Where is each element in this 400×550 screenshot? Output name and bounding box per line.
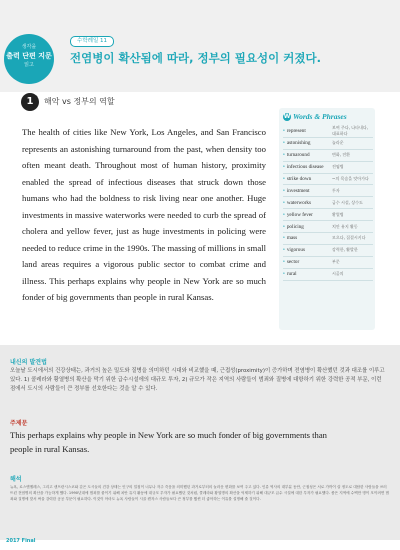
bullet-icon: • bbox=[283, 247, 285, 254]
interpretation-label: 내신의 발견법 bbox=[10, 359, 47, 366]
vocab-term bbox=[283, 140, 332, 146]
vocab-row bbox=[283, 257, 373, 269]
vocab-meaning: 모으다, 집결시키다 bbox=[332, 235, 366, 241]
vocab-meaning: 치안 유지 활동 bbox=[332, 223, 358, 229]
bullet-icon: • bbox=[283, 187, 285, 194]
vocab-term bbox=[283, 259, 332, 265]
vocab-row bbox=[283, 269, 373, 281]
words-icon: W bbox=[283, 113, 291, 121]
vocab-meaning: 황열병 bbox=[332, 211, 344, 217]
vocab-row bbox=[283, 162, 373, 174]
section-number: 1 bbox=[21, 93, 39, 111]
vocab-term bbox=[283, 152, 332, 158]
bullet-icon: • bbox=[283, 164, 285, 171]
vocab-term bbox=[283, 224, 332, 230]
vocab-term bbox=[283, 271, 332, 277]
vocab-term-text: mass bbox=[286, 235, 298, 242]
vocab-meaning: 전염병 bbox=[332, 164, 344, 170]
vocab-term-text: investment bbox=[286, 187, 310, 194]
vocab-meaning: 급수 시설, 상수도 bbox=[332, 199, 363, 205]
vocab-term bbox=[283, 164, 332, 170]
vocab-term bbox=[283, 176, 332, 182]
bullet-icon: • bbox=[283, 140, 285, 147]
vocab-meaning: 보여 주다, 나타내다, 대표하다 bbox=[332, 125, 368, 137]
vocab-row bbox=[283, 126, 373, 138]
vocab-term bbox=[283, 200, 332, 206]
vocab-term-text: sector bbox=[286, 259, 300, 266]
vocab-term-text: astonishing bbox=[286, 140, 311, 147]
vocab-row bbox=[283, 221, 373, 233]
bullet-icon: • bbox=[283, 199, 285, 206]
bullet-icon: • bbox=[283, 223, 285, 230]
vocab-row bbox=[283, 174, 373, 186]
translation-label: 해석 bbox=[10, 476, 22, 483]
bullet-icon: • bbox=[283, 271, 285, 278]
vocab-term-text: waterworks bbox=[286, 199, 312, 206]
topic-label: 주제문 bbox=[10, 420, 28, 427]
vocab-term-text: policing bbox=[286, 223, 304, 230]
vocab-row bbox=[283, 150, 373, 162]
vocab-term bbox=[283, 128, 332, 134]
header-band bbox=[0, 0, 400, 92]
vocab-term bbox=[283, 188, 332, 194]
vocab-meaning: 변화, 전환 bbox=[332, 152, 350, 158]
footer-label: 2017 Final bbox=[6, 538, 36, 544]
page-title: 전염병이 확산됨에 따라, 정부의 필요성이 커졌다. bbox=[70, 51, 321, 65]
vocab-term-text: infectious disease bbox=[286, 164, 324, 171]
topic-sentence: This perhaps explains why people in New York are so much fonder of big governments than people in rural Kansas. bbox=[10, 430, 327, 454]
vocab-term-text: represent bbox=[286, 128, 306, 135]
vocab-row bbox=[283, 197, 373, 209]
vocab-row bbox=[283, 245, 373, 257]
bullet-icon: • bbox=[283, 211, 285, 218]
bullet-icon: • bbox=[283, 176, 285, 182]
badge-main-label: 출력 단편 지문 bbox=[6, 52, 52, 60]
vocab-row bbox=[283, 209, 373, 221]
words-heading-label: Words & Phrases bbox=[293, 112, 347, 121]
vocab-term bbox=[283, 212, 332, 218]
translation-text: 뉴욕, 로스앤젤레스, 그리고 샌프란시스코와 같은 도시들의 건강 상태는 인구의 밀집이 너무나 자주 죽음을 의미했던 과거로부터의 놀라운 변화를 보여 주고 있다. 인류 역사의 대부분 동안, 근접성은 서로 가까이 살 정도로 대담한 사람들을 쓰러뜨린 전염병의 확산을 가능하게 했다. 1990년대에 범죄를 줄이기 위해 치안 유지 활동에 대규모 투자가 필요했던 것처럼, 콜레라와 황열병의 확산을 억제하기 위해 대규모 급수 시설에 대한 투자가 필요했다. 좁은 지역에 수백만 명이 모이려면 범죄와 질병에 맞서 싸울 강력한 공공 부문이 필요하다. 이것이 아마도 뉴욕 사람들이 시골 캔자스 사람들보다 큰 정부를 훨씬 더 좋아하는 이유를 설명해 줄 것이다. bbox=[10, 485, 389, 501]
vocab-meaning: 강력한, 활발한 bbox=[332, 247, 358, 253]
vocab-term-text: turnaround bbox=[286, 152, 310, 159]
words-heading bbox=[283, 112, 347, 121]
vocab-meaning: 놀라운 bbox=[332, 140, 344, 146]
vocab-meaning: ~의 목숨을 앗아가다 bbox=[332, 176, 369, 181]
vocab-term-text: rural bbox=[286, 271, 297, 278]
bullet-icon: • bbox=[283, 259, 285, 266]
vocab-term bbox=[283, 235, 332, 241]
section-number-suffix: st bbox=[33, 95, 38, 101]
vocab-term-text: vigorous bbox=[286, 247, 305, 254]
vocab-term-text: strike down bbox=[286, 176, 312, 182]
vocab-meaning: 투자 bbox=[332, 187, 340, 193]
reading-passage: The health of cities like New York, Los Angeles, and San Francisco represents an astonishing turnaround from the past, when density too often meant death. Throughout most of human history, proximity enabled the spread of infectious diseases that struck down those humans who had the boldness to risk living near one another. Huge investments in massive waterworks were needed to curb the spread of cholera and yellow fever, just as huge investments in policing were needed to reduce crime in the 1990s. The massing of millions in small land areas requires a vigorous public sector to combat crime and illness. This perhaps explains why people in New York are so much fonder of big governments than people in rural Kansas. bbox=[22, 127, 266, 302]
bullet-icon: • bbox=[283, 235, 285, 242]
vocab-meaning: 부문 bbox=[332, 259, 340, 265]
bullet-icon: • bbox=[283, 152, 285, 159]
category-pill: 수학례일 11 bbox=[70, 36, 114, 47]
bullet-icon: • bbox=[283, 128, 285, 135]
section-title: 해악 vs 정부의 역할 bbox=[44, 97, 115, 106]
interpretation-text: 오늘날 도시에서의 건강상태는, 과거의 높은 밀도와 질병을 의미하던 시대와 비교했을 때, 근접성(proximity)이 증가하며 전염병이 확산했던 것과 대조를 이루고 있다. 1) 콜레라와 황열병의 확산을 막기 위한 급수시설에의 대규모 투자, 2) 규모가 작은 지역의 사람들이 범죄와 질병에 대항하기 위한 강력한 공적 부문, 이런 점에서 도시의 사람들이 큰 정부를 선호한다는 것을 알 수 있다. bbox=[10, 368, 385, 392]
vocab-meaning: 시골의 bbox=[332, 271, 344, 277]
badge-bottom-label: 읽고 bbox=[24, 62, 34, 68]
vocab-term-text: yellow fever bbox=[286, 211, 313, 218]
badge-top-label: 생각을 bbox=[21, 44, 37, 50]
words-list bbox=[283, 126, 373, 281]
vocab-term bbox=[283, 247, 332, 253]
vocab-row bbox=[283, 138, 373, 150]
vocab-row bbox=[283, 233, 373, 245]
vocab-row bbox=[283, 185, 373, 197]
